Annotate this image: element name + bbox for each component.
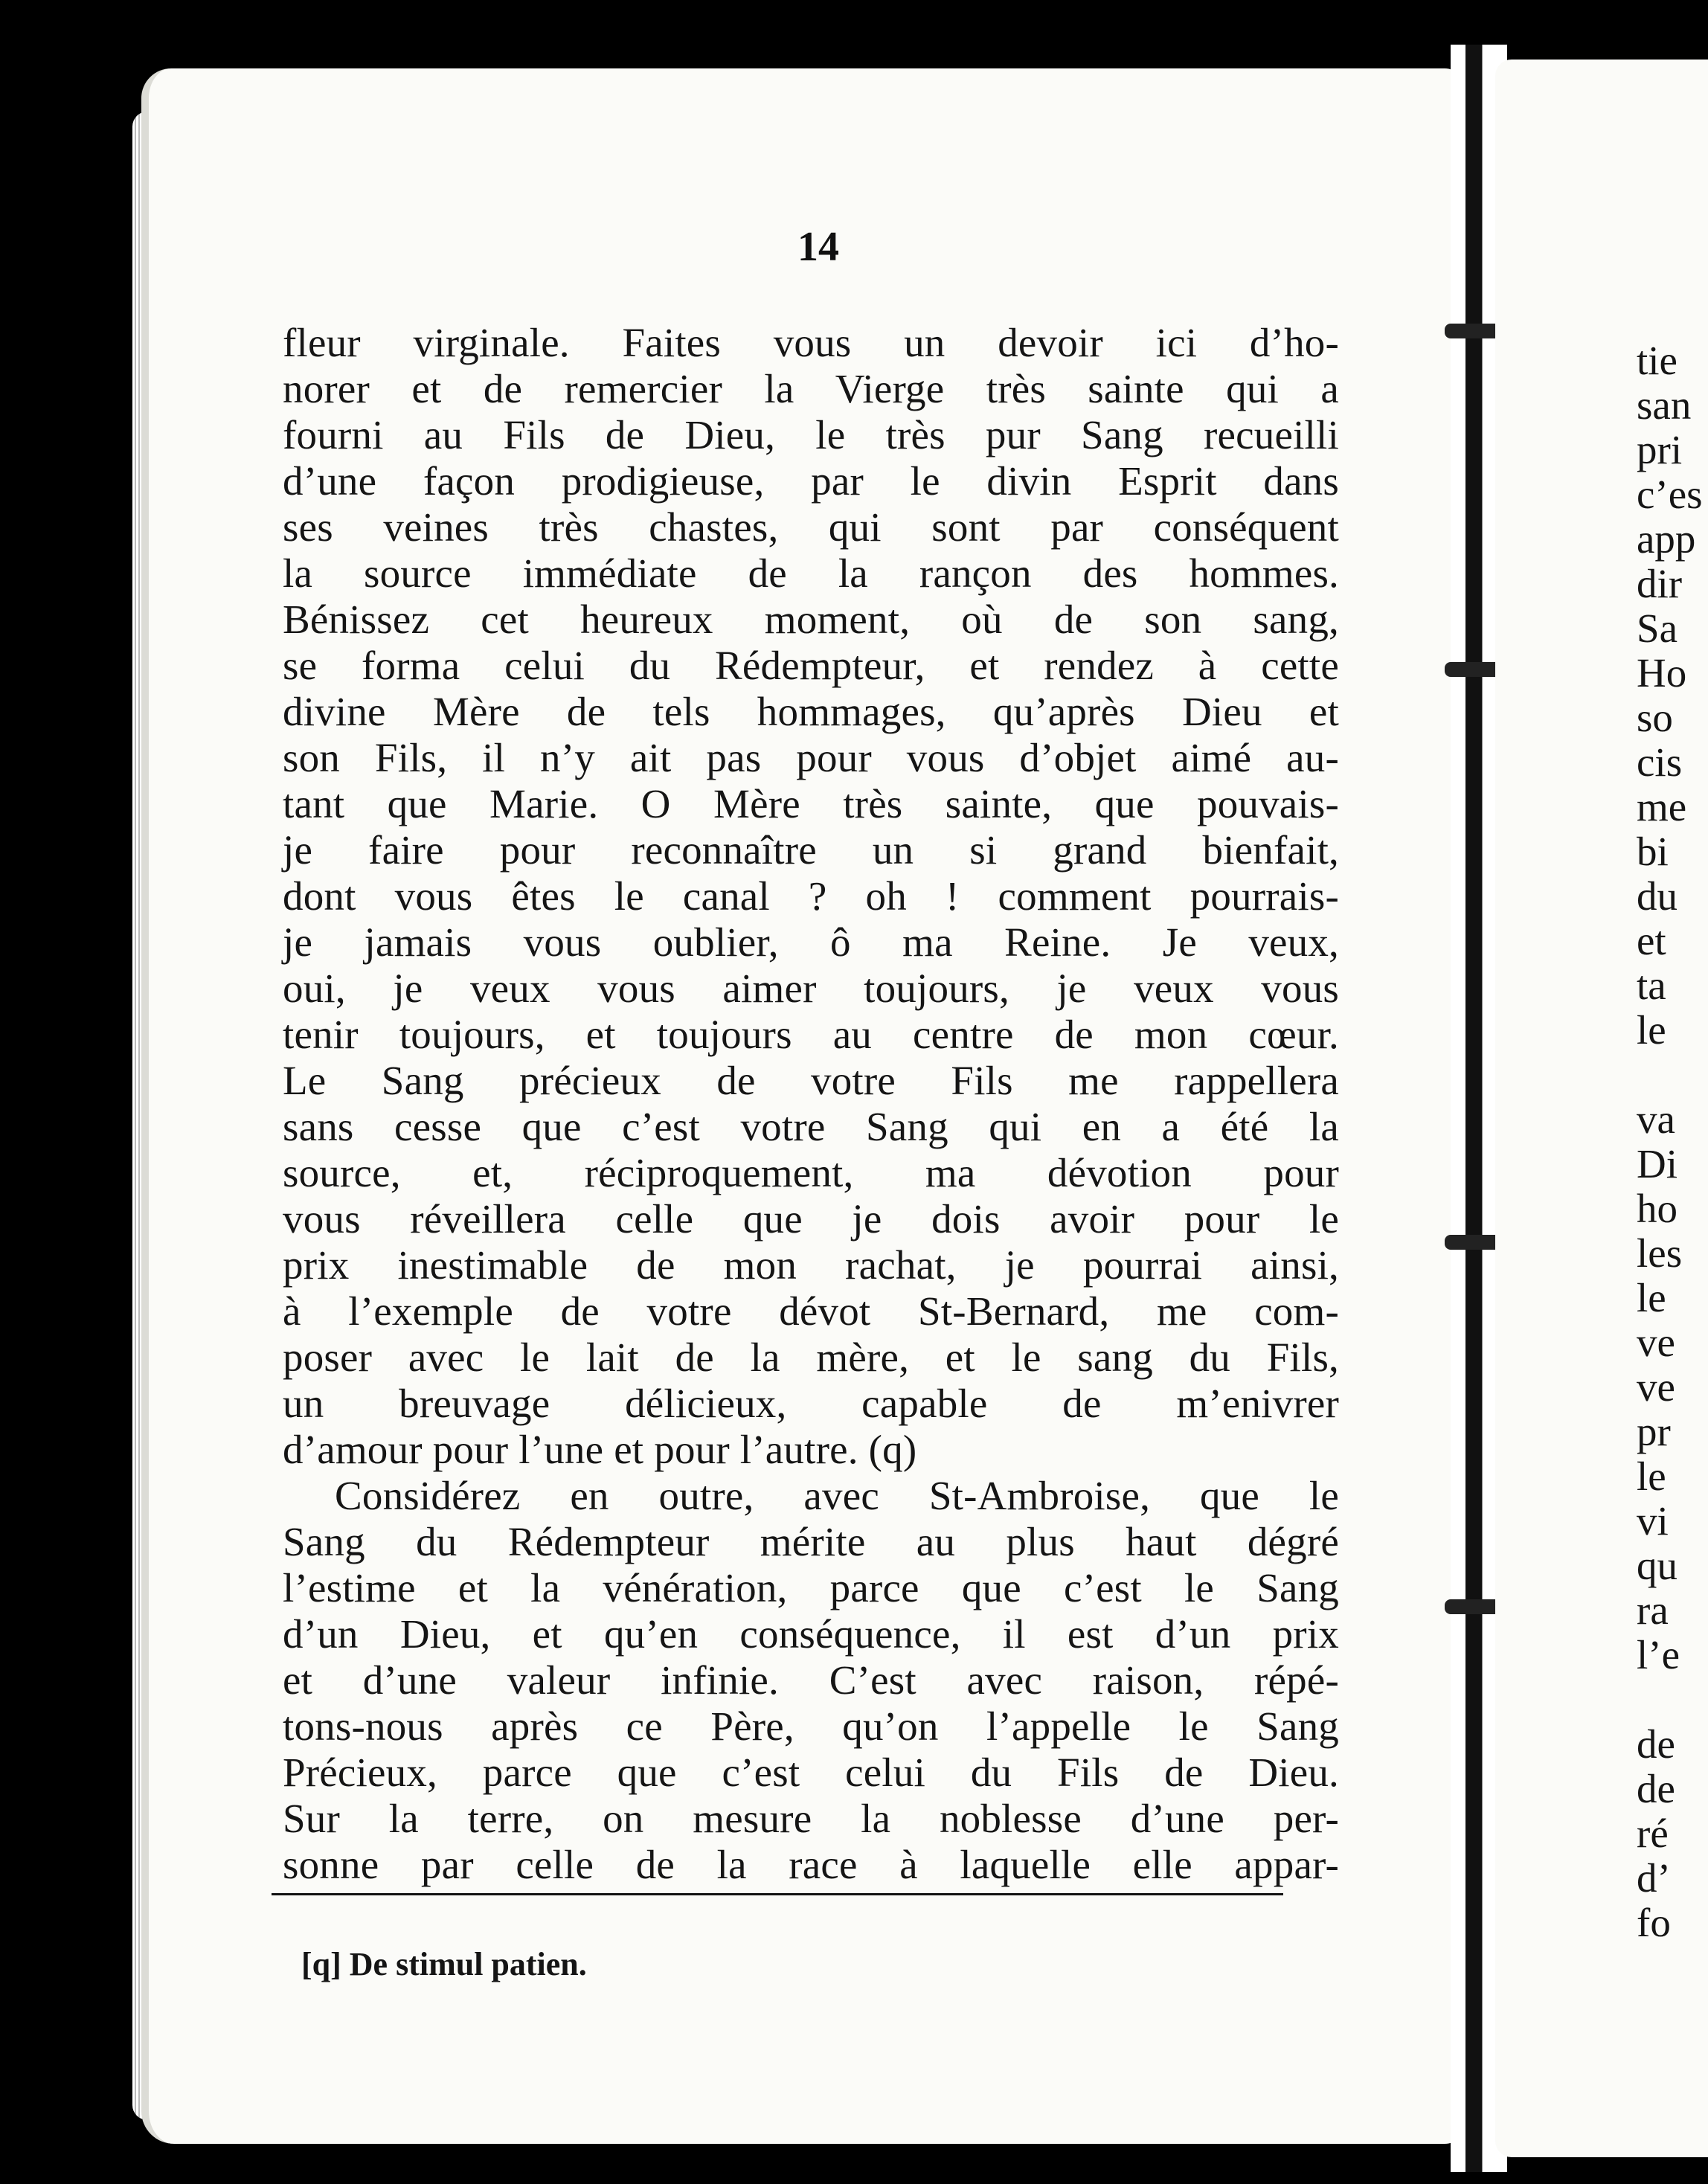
text-line: tenir toujours, et toujours au centre de mon cœur. — [283, 1012, 1339, 1057]
facing-page-line: me — [1637, 784, 1687, 829]
facing-page-line: san — [1637, 382, 1692, 428]
facing-page-line: ve — [1637, 1320, 1675, 1365]
text-line: sans cesse que c’est votre Sang qui en a été la — [283, 1104, 1339, 1149]
text-line: tons-nous après ce Père, qu’on l’appelle le Sang — [283, 1703, 1339, 1749]
facing-page-line: le — [1637, 1275, 1666, 1320]
facing-page-line: pr — [1637, 1409, 1671, 1454]
facing-page-line: dir — [1637, 561, 1683, 606]
text-line: vous réveillera celle que je dois avoir pour le — [283, 1196, 1339, 1242]
text-line: Précieux, parce que c’est celui du Fils de Dieu. — [283, 1750, 1339, 1795]
text-line: sonne par celle de la race à laquelle elle appar- — [283, 1842, 1339, 1887]
text-line: Bénissez cet heureux moment, où de son sang, — [283, 597, 1339, 642]
facing-page-line: le — [1637, 1007, 1666, 1053]
facing-page-line: qu — [1637, 1543, 1678, 1588]
text-line: source, et, réciproquement, ma dévotion pour — [283, 1150, 1339, 1195]
facing-page-line: pri — [1637, 427, 1683, 472]
text-line: Considérez en outre, avec St-Ambroise, que le — [335, 1473, 1339, 1518]
text-line: prix inestimable de mon rachat, je pourrai ainsi, — [283, 1242, 1339, 1288]
text-line: fourni au Fils de Dieu, le très pur Sang recueilli — [283, 412, 1339, 457]
facing-page-line — [1637, 1677, 1703, 1722]
text-line: la source immédiate de la rançon des hommes. — [283, 550, 1339, 596]
facing-page-line: ta — [1637, 963, 1666, 1008]
facing-page-line — [1637, 1053, 1703, 1097]
facing-page-line: et — [1637, 918, 1666, 963]
facing-page-line: Sa — [1637, 606, 1678, 651]
facing-page-line: du — [1637, 873, 1678, 919]
text-line: un breuvage délicieux, capable de m’enivrer — [283, 1381, 1339, 1426]
facing-page-line: Ho — [1637, 650, 1687, 696]
text-line: ses veines très chastes, qui sont par conséquent — [283, 504, 1339, 550]
text-line: poser avec le lait de la mère, et le sang du Fils, — [283, 1335, 1339, 1380]
facing-page-text — [1637, 338, 1703, 1945]
text-line: norer et de remercier la Vierge très sainte qui a — [283, 366, 1339, 411]
text-line: Le Sang précieux de votre Fils me rappellera — [283, 1058, 1339, 1103]
facing-page-line: ho — [1637, 1186, 1678, 1231]
facing-page-line: d’ — [1637, 1855, 1671, 1901]
text-line: Sur la terre, on mesure la noblesse d’une per- — [283, 1796, 1339, 1841]
footnote: [q] De stimul patien. — [301, 1946, 587, 1982]
facing-page-line: app — [1637, 516, 1696, 562]
facing-page-line: Di — [1637, 1141, 1678, 1186]
facing-page-line: so — [1637, 695, 1673, 740]
footnote-rule — [272, 1893, 1283, 1895]
facing-page-line: de — [1637, 1721, 1675, 1767]
facing-page-line: de — [1637, 1766, 1675, 1811]
body-text — [283, 320, 1339, 1888]
text-line: je jamais vous oublier, ô ma Reine. Je veux, — [283, 919, 1339, 965]
facing-page-line: les — [1637, 1230, 1683, 1276]
facing-page-line: ré — [1637, 1811, 1669, 1856]
facing-page-line: fo — [1637, 1900, 1671, 1945]
text-line: d’amour pour l’une et pour l’autre. (q) — [283, 1427, 917, 1472]
text-line: son Fils, il n’y ait pas pour vous d’objet aimé au- — [283, 735, 1339, 780]
text-line: divine Mère de tels hommages, qu’après Dieu et — [283, 689, 1339, 734]
text-line: d’un Dieu, et qu’en conséquence, il est d’un prix — [283, 1611, 1339, 1657]
facing-page-line: bi — [1637, 829, 1669, 874]
facing-page-line: cis — [1637, 739, 1683, 785]
facing-page-line: va — [1637, 1096, 1675, 1142]
facing-page-line: le — [1637, 1454, 1666, 1499]
facing-page-line: ve — [1637, 1364, 1675, 1410]
facing-page-line: ra — [1637, 1587, 1669, 1633]
text-line: se forma celui du Rédempteur, et rendez à cette — [283, 643, 1339, 688]
text-line: fleur virginale. Faites vous un devoir ici d’ho- — [283, 320, 1339, 365]
text-line: l’estime et la vénération, parce que c’est le Sang — [283, 1565, 1339, 1610]
text-line: d’une façon prodigieuse, par le divin Esprit dans — [283, 458, 1339, 504]
facing-page-line: tie — [1637, 338, 1678, 383]
facing-page-line: c’es — [1637, 472, 1703, 517]
text-line: dont vous êtes le canal ? oh ! comment pourrais- — [283, 873, 1339, 919]
facing-page-line: vi — [1637, 1498, 1669, 1544]
page-number: 14 — [797, 224, 839, 270]
text-line: oui, je veux vous aimer toujours, je veux vous — [283, 966, 1339, 1011]
text-line: tant que Marie. O Mère très sainte, que pouvais- — [283, 781, 1339, 826]
text-line: et d’une valeur infinie. C’est avec raison, répé- — [283, 1657, 1339, 1703]
text-line: Sang du Rédempteur mérite au plus haut dégré — [283, 1519, 1339, 1564]
text-line: à l’exemple de votre dévot St-Bernard, me com- — [283, 1288, 1339, 1334]
facing-page-line: l’e — [1637, 1632, 1680, 1677]
text-line: je faire pour reconnaître un si grand bienfait, — [283, 827, 1339, 873]
